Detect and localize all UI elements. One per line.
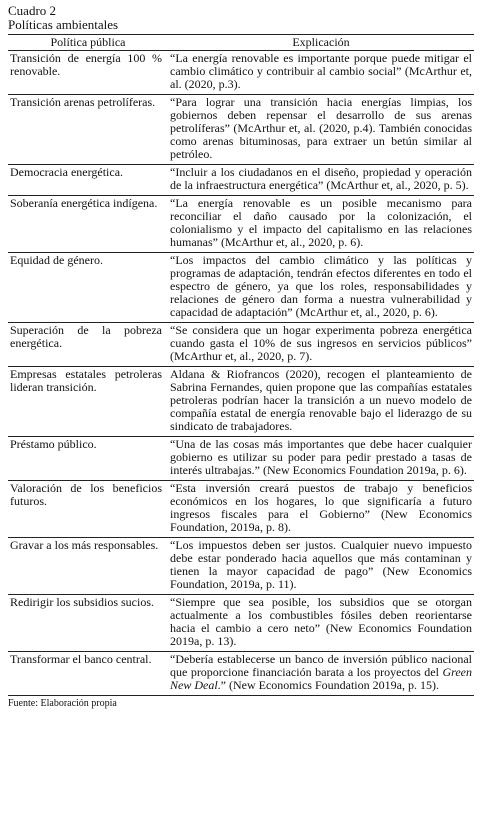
explanation-text-end: .” (New Economics Foundation 2019a, p. 15). [217,678,439,692]
policy-cell: Redirigir los subsidios sucios. [8,595,168,652]
explanation-italic-term: Green New Deal [170,665,472,692]
table-row [8,323,474,367]
table-row [8,253,474,323]
explanation-text-start: “Debería establecerse un banco de inversión público nacional que proporcione financiación barata a los proyectos del [170,652,472,679]
policy-cell: Valoración de los beneficios futuros. [8,481,168,538]
table-row [8,538,474,595]
policy-cell: Democracia energética. [8,165,168,196]
table-row [8,95,474,165]
table-row [8,481,474,538]
policy-cell: Soberanía energética indígena. [8,196,168,253]
table-row [8,367,474,437]
table-row [8,437,474,481]
table-caption-title: Cuadro 2 [8,3,57,18]
table-header-row [8,35,474,51]
table-row [8,652,474,696]
column-header-policy: Política pública [8,35,168,51]
table-row [8,165,474,196]
policy-cell: Transformar el banco central. [8,652,168,696]
explanation-cell: “Se considera que un hogar experimenta pobreza energética cuando gasta el 10% de sus ingresos en servicios públicos” (McArthur et, al., 2020, p. 7). [168,323,474,367]
explanation-cell: “Siempre que sea posible, los subsidios que se otorgan actualmente a los combustibles fósiles deben reorientarse hacia el cambio a cero neto” (New Economics Foundation 2019a, p. 13). [168,595,474,652]
explanation-cell: “Los impactos del cambio climático y las políticas y programas de adaptación, tendrán efectos diferentes en todo el espectro de género, ya que los roles, responsabilidades y relaciones de género dan forma a nuestra vulnerabilidad y capacidad de adaptación” (McArthur et, al., 2020, p. 6). [168,253,474,323]
table-row [8,196,474,253]
explanation-cell: “Una de las cosas más importantes que debe hacer cualquier gobierno es utilizar su poder para pedir prestado a tasas de interés ultrabajas.” (New Economics Foundation 2019a, p. 6). [168,437,474,481]
policy-cell: Empresas estatales petroleras lideran transición. [8,367,168,437]
policy-cell: Equidad de género. [8,253,168,323]
explanation-cell [168,652,474,696]
explanation-cell: “La energía renovable es un posible mecanismo para reconciliar el daño causado por la colonización, el colonialismo y el impacto del capitalismo en las relaciones humanas” (McArthur et, al., 2020, p. 6). [168,196,474,253]
policy-cell: Transición arenas petrolíferas. [8,95,168,165]
explanation-cell: “Esta inversión creará puestos de trabajo y beneficios económicos en los hogares, lo que significaría a futuro ingresos fiscales para el Gobierno” (New Economics Foundation, 2019a, p. 8). [168,481,474,538]
table-row [8,51,474,95]
policy-cell: Préstamo público. [8,437,168,481]
explanation-cell: Aldana & Riofrancos (2020), recogen el planteamiento de Sabrina Fernandes, quien propone que las compañías estatales petroleras podrían hacer la transición a un nuevo modelo de compañía estatal de energía renovable bajo el liderazgo de su sindicato de trabajadores. [168,367,474,437]
policy-cell: Transición de energía 100 % renovable. [8,51,168,95]
column-header-explanation: Explicación [168,35,474,51]
table-caption-subtitle: Políticas ambientales [8,17,119,32]
explanation-cell: “Los impuestos deben ser justos. Cualquier nuevo impuesto debe estar ponderado hacia aquellos que más contaminan y tienen la mayor capacidad de pago” (New Economics Foundation, 2019a, p. 11). [168,538,474,595]
explanation-cell: “La energía renovable es importante porque puede mitigar el cambio climático y contribuir al cambio social” (McArthur et, al. (2020, p.3). [168,51,474,95]
policy-cell: Superación de la pobreza energética. [8,323,168,367]
explanation-cell: “Para lograr una transición hacia energías limpias, los gobiernos deben repensar el desarrollo de sus arenas petrolíferas” (McArthur et, al. (2020, p.4). También conocidas como arenas bituminosas, para extraer un betún similar al petróleo. [168,95,474,165]
table-row [8,595,474,652]
source-footnote: Fuente: Elaboración propia [8,698,117,709]
policies-table [8,34,474,696]
explanation-cell: “Incluir a los ciudadanos en el diseño, propiedad y operación de la infraestructura energética” (McArthur et, al., 2020, p. 5). [168,165,474,196]
policy-cell: Gravar a los más responsables. [8,538,168,595]
